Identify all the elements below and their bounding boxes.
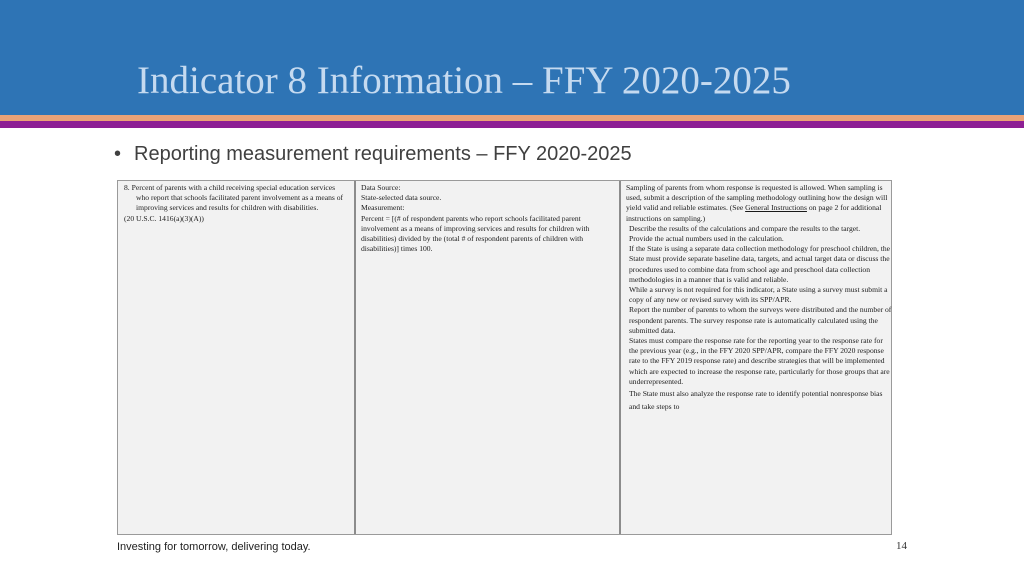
- accent-stripe-purple: [0, 121, 1024, 128]
- analyze-response-rate-text: The State must also analyze the response rate to identify potential nonresponse bias and take steps to: [629, 389, 883, 412]
- slide-title: Indicator 8 Information – FFY 2020-2025: [137, 59, 791, 102]
- table-column-data-source: [356, 181, 621, 534]
- compare-response-rate-text: States must compare the response rate for the reporting year to the response rate for the previous year (e.g., in the FFY 2020 SPP/APR, compare the FFY 2020 response rate to the FFY 2019 response rate) and describe strategies that will be implemented which are expected to increase the response rate, particularly for those groups that are underrepresented.: [629, 336, 890, 386]
- data-source-value: State-selected data source.: [361, 193, 442, 203]
- bullet-item: [114, 143, 632, 166]
- survey-requirement-text: While a survey is not required for this indicator, a State using a survey must submit a copy of any new or revised survey with its SPP/APR.: [629, 285, 888, 305]
- page-number: 14: [896, 540, 907, 552]
- footer-tagline: Investing for tomorrow, delivering today.: [117, 541, 311, 553]
- measurement-label: Measurement:: [361, 203, 405, 213]
- actual-numbers-text: Provide the actual numbers used in the calculation.: [629, 234, 784, 244]
- measurement-formula: Percent = [(# of respondent parents who report schools facilitated parent involvement as a means of improving services and results for children with disabilities) divided by the (total # of respondent parents of children with disabilities)] times 100.: [361, 213, 590, 254]
- indicator-text: 8. Percent of parents with a child receiving special education services who report that schools facilitated parent involvement as a means of improving services and results for children with disabilities.: [124, 183, 344, 213]
- describe-results-text: Describe the results of the calculations and compare the results to the target.: [629, 223, 861, 233]
- table-column-instructions: [621, 181, 893, 534]
- bullet-text: Reporting measurement requirements – FFY 2020-2025: [134, 143, 632, 165]
- sampling-paragraph: [626, 183, 893, 224]
- general-instructions-link[interactable]: General Instructions: [745, 203, 807, 213]
- table-column-indicator: [118, 181, 356, 534]
- report-number-text: Report the number of parents to whom the surveys were distributed and the number of respondent parents. The survey response rate is automatically calculated using the submitted data.: [629, 305, 892, 335]
- measurement-table: [117, 180, 892, 535]
- sampling-text-end: on page 2 for additional instructions on sampling.): [626, 203, 882, 223]
- citation-text: (20 U.S.C. 1416(a)(3)(A)): [124, 213, 204, 223]
- bullet-dot-icon: •: [114, 143, 122, 165]
- sampling-text-start: Sampling of parents from whom response is requested is allowed. When sampling is used, submit a description of the sampling methodology outlining how the design will yield valid and reliable estimates. (See: [626, 183, 888, 213]
- preschool-methodology-text: If the State is using a separate data collection methodology for preschool children, the State must provide separate baseline data, targets, and actual target data or discuss the procedures used to combine data from school age and preschool data collection methodologies in a manner that is valid and reliable.: [629, 244, 891, 284]
- data-source-label: Data Source:: [361, 183, 401, 192]
